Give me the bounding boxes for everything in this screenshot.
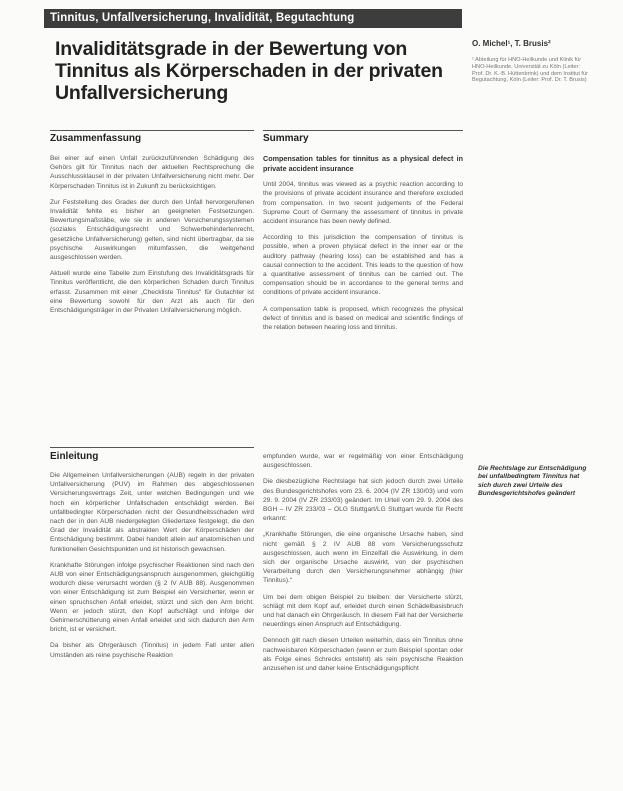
einleitung-paragraph: Dennoch gilt nach diesen Urteilen weiterhin, dass ein Tinnitus ohne nachweisbaren Körperschaden (wenn er zum Beispiel spontan oder als Folge eines Schrecks entsteht) als rein psychische Reaktion anzusehen ist und daher keine Entschädigungspflicht	[263, 637, 463, 673]
zusammenfassung-paragraph: Bei einer auf einen Unfall zurückzuführenden Schädigung des Gehörs gilt für Tinnitus nach der aktuellen Rechtsprechung die Ausschlussklausel in der privaten Unfallversicherung nicht mehr. Der Körperschaden Tinnitus ist in Zukunft zu berücksichtigen.	[50, 155, 254, 190]
summary-paragraph: Until 2004, tinnitus was viewed as a psychic reaction according to the provisions of private accident insurance and therefore excluded from compensation. In two recent judgements of the Federal Supreme Court of Germany the assessment of tinnitus in private accident insurance has been newly defined.	[263, 181, 463, 225]
einleitung-paragraph: „Krankhafte Störungen, die eine organische Ursache haben, sind nicht gemäß § 2 IV AUB 88 vom Versicherungsschutz ausgeschlossen, auch wenn im Einzelfall die Auswirkung, in dem sich der organische Ursache auswirkt, von der psychischen Verarbeitung durch den Versicherungsnehmer abhängig (hier Tinnitus).“	[263, 531, 463, 585]
authors: O. Michel¹, T. Brusis²	[472, 39, 551, 48]
summary-subtitle: Compensation tables for tinnitus as a physical defect in private accident insurance	[263, 154, 463, 173]
summary-paragraph: According to this jurisdiction the compensation of tinnitus is possible, when a proven physical defect in the inner ear or the auditory pathway (hearing loss) can be established and has a causal connection to the accident. This leads to the question of how a quantitative assessment of tinnitus can be carried out. The compensation should be in accordance to the general terms and conditions of private accident insurance.	[263, 234, 463, 297]
summary-heading: Summary	[263, 133, 309, 144]
einleitung-column-left	[50, 451, 254, 667]
divider-abstract-right	[263, 130, 463, 131]
summary-paragraph: A compensation table is proposed, which recognizes the physical defect of tinnitus and is based on medical and scientific findings of the relation between hearing loss and tinnitus.	[263, 305, 463, 332]
einleitung-column-right	[263, 452, 463, 680]
einleitung-paragraph: Krankhafte Störungen infolge psychischer Reaktionen sind nach den AUB von einer Entschädigungsanspruch ausgenommen, gleichgültig wodurch diese verursacht worden (§ 2 IV AUB 88). Ausgenommen von einer Entschädigung ist zum Beispiel ein Versicherter, wenn er einen spruchschen Anfall erleidet, stürzt und sich den Arm bricht. Wenn er jedoch stürzt, den Kopf aufschlägt und infolge der Gehirnerschütterung einen Anfall erleidet und sich dadurch den Arm bricht, ist er versichert.	[50, 561, 254, 634]
einleitung-paragraph: empfunden wurde, war er regelmäßig von einer Entschädigung ausgeschlossen.	[263, 453, 463, 470]
einleitung-paragraph: Um bei dem obigen Beispiel zu bleiben: der Versicherte stürzt, schlägt mit dem Kopf auf, erleidet durch einen Schädelbasisbruch und hat danach ein Ohrgeräusch. In diesem Fall hat der Versicherte neuerdings einen Anspruch auf Entschädigung.	[263, 593, 463, 629]
margin-note: Die Rechtslage zur Entschädigung bei unfallbedingtem Tinnitus hat sich durch zwei Urteile des Bundesgerichtshofes geändert	[478, 465, 587, 498]
einleitung-paragraph: Die Allgemeinen Unfallversicherungen (AUB) regeln in der privaten Unfallversicherung (PUV) im Rahmen des abgeschlossenen Versicherungsvertrags Zeit, unter welchen Bedingungen und wie hoch ein körperlicher Unfallschaden entschädigt werden. Bei unfallbedingter Körperschaden nicht der Gesundheitsschaden wird nach der in den AUB niedergelegten Gliedertaxe festgelegt, die den Grad der Invalidität als abstrakten Wert der Körperschäden der Entschädigung bestimmt. Dabei handelt allein auf anatomischen und funktionellen Gesichtspunkten und ist historisch gewachsen.	[50, 472, 254, 553]
zusammenfassung-column	[50, 133, 254, 322]
einleitung-paragraph: Die diesbezügliche Rechtslage hat sich jedoch durch zwei Urteile des Bundesgerichtshofes vom 23. 6. 2004 (IV ZR 130/03) und vom 29. 9. 2004 (IV ZR 233/03) geändert. Im Urteil vom 29. 9. 2004 des BGH – IV ZR 233/03 – OLG Stuttgart/LG Stuttgart wurde für Recht erkannt:	[263, 478, 463, 523]
einleitung-paragraph: Da bisher als Ohrgeräusch (Tinnitus) in jedem Fall unter allen Umständen als reine psychische Reaktion	[50, 642, 254, 659]
affiliation: ¹ Abteilung für HNO-Heilkunde und Klinik für HNO-Heilkunde, Universität zu Köln (Leiter: Prof. Dr. K.-B. Hüttenbrink) und dem Institut für Begutachtung, Köln (Leiter: Prof. Dr. T. Brusis)	[472, 57, 588, 84]
zusammenfassung-paragraph: Aktuell wurde eine Tabelle zum Einstufung des Invaliditätsgrads für Tinnitus veröffentlicht, die den körperlichen Schaden durch Tinnitus erfasst. Zusammen mit einer „Checkliste Tinnitus“ für Gutachter ist eine Bewertung sowohl für den Arzt als auch für den Entschädigungsträger in der Privaten Unfallversicherung möglich.	[50, 270, 254, 315]
zusammenfassung-paragraph: Zur Feststellung des Grades der durch den Unfall hervorgerufenen Invalidität fehlte es bisher an geeigneten Festsetzungen. Bewertungsmaßstäbe, wie sie in anderen Versicherungssystemen (soziales Entschädigungsrecht und Schwerbehindertenrecht, gesetzliche Unfallversicherung) gelten, sind nicht übertragbar, da sie psychische Auswirkungen mitumfassen, die weitgehend ausgeschlossen werden.	[50, 198, 254, 262]
topic-banner: Tinnitus, Unfallversicherung, Invalidität, Begutachtung	[44, 9, 462, 28]
summary-column	[263, 133, 463, 339]
einleitung-heading: Einleitung	[50, 451, 99, 462]
divider-abstract-left	[50, 130, 254, 131]
article-title: Invaliditätsgrade in der Bewertung von Tinnitus als Körperschaden in der privaten Unfallversicherung	[55, 38, 443, 104]
zusammenfassung-heading: Zusammenfassung	[50, 133, 142, 144]
divider-einleitung	[50, 447, 254, 448]
